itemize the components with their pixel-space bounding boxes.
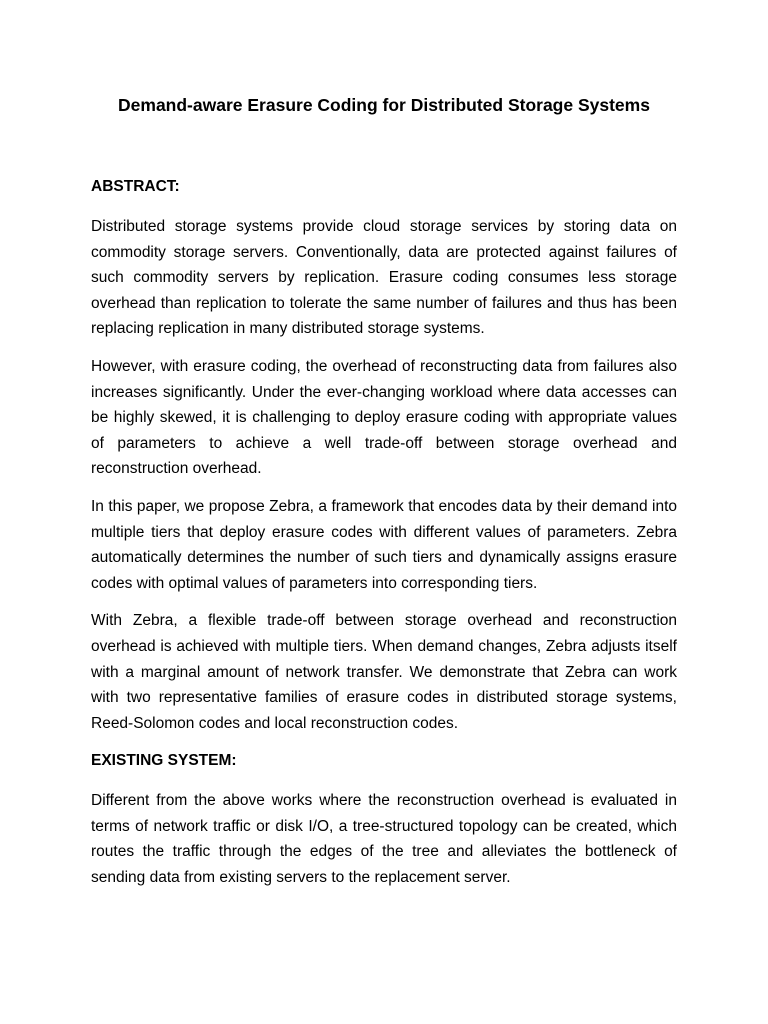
document-body	[91, 174, 677, 903]
document-title: Demand-aware Erasure Coding for Distributed Storage Systems	[118, 95, 650, 115]
abstract-paragraph-4: With Zebra, a flexible trade-off between storage overhead and reconstruction overhead is achieved with multiple tiers. When demand changes, Zebra adjusts itself with a marginal amount of network transfer. We demonstrate that Zebra can work with two representative families of erasure codes in distributed storage systems, Reed-Solomon codes and local reconstruction codes.	[91, 612, 677, 732]
abstract-paragraph-3: In this paper, we propose Zebra, a framework that encodes data by their demand into multiple tiers that deploy erasure codes with different values of parameters. Zebra automatically determines the number of such tiers and dynamically assigns erasure codes with optimal values of parameters into corresponding tiers.	[91, 497, 677, 592]
existing-system-paragraph-1: Different from the above works where the reconstruction overhead is evaluated in terms of network traffic or disk I/O, a tree-structured topology can be created, which routes the traffic through the edges of the tree and alleviates the bottleneck of sending data from existing servers to the replacement server.	[91, 792, 677, 887]
existing-system-heading: EXISTING SYSTEM:	[91, 752, 237, 770]
abstract-paragraph-2: However, with erasure coding, the overhead of reconstructing data from failures also increases significantly. Under the ever-changing workload where data accesses can be highly skewed, it is challenging to deploy erasure coding with appropriate values of parameters to achieve a well trade-off between storage overhead and reconstruction overhead.	[91, 357, 677, 478]
abstract-paragraph-1: Distributed storage systems provide cloud storage services by storing data on commodity storage servers. Conventionally, data are protected against failures of such commodity servers by replication. Erasure coding consumes less storage overhead than replication to tolerate the same number of failures and thus has been replacing replication in many distributed storage systems.	[91, 218, 677, 338]
abstract-heading: ABSTRACT:	[91, 178, 180, 195]
